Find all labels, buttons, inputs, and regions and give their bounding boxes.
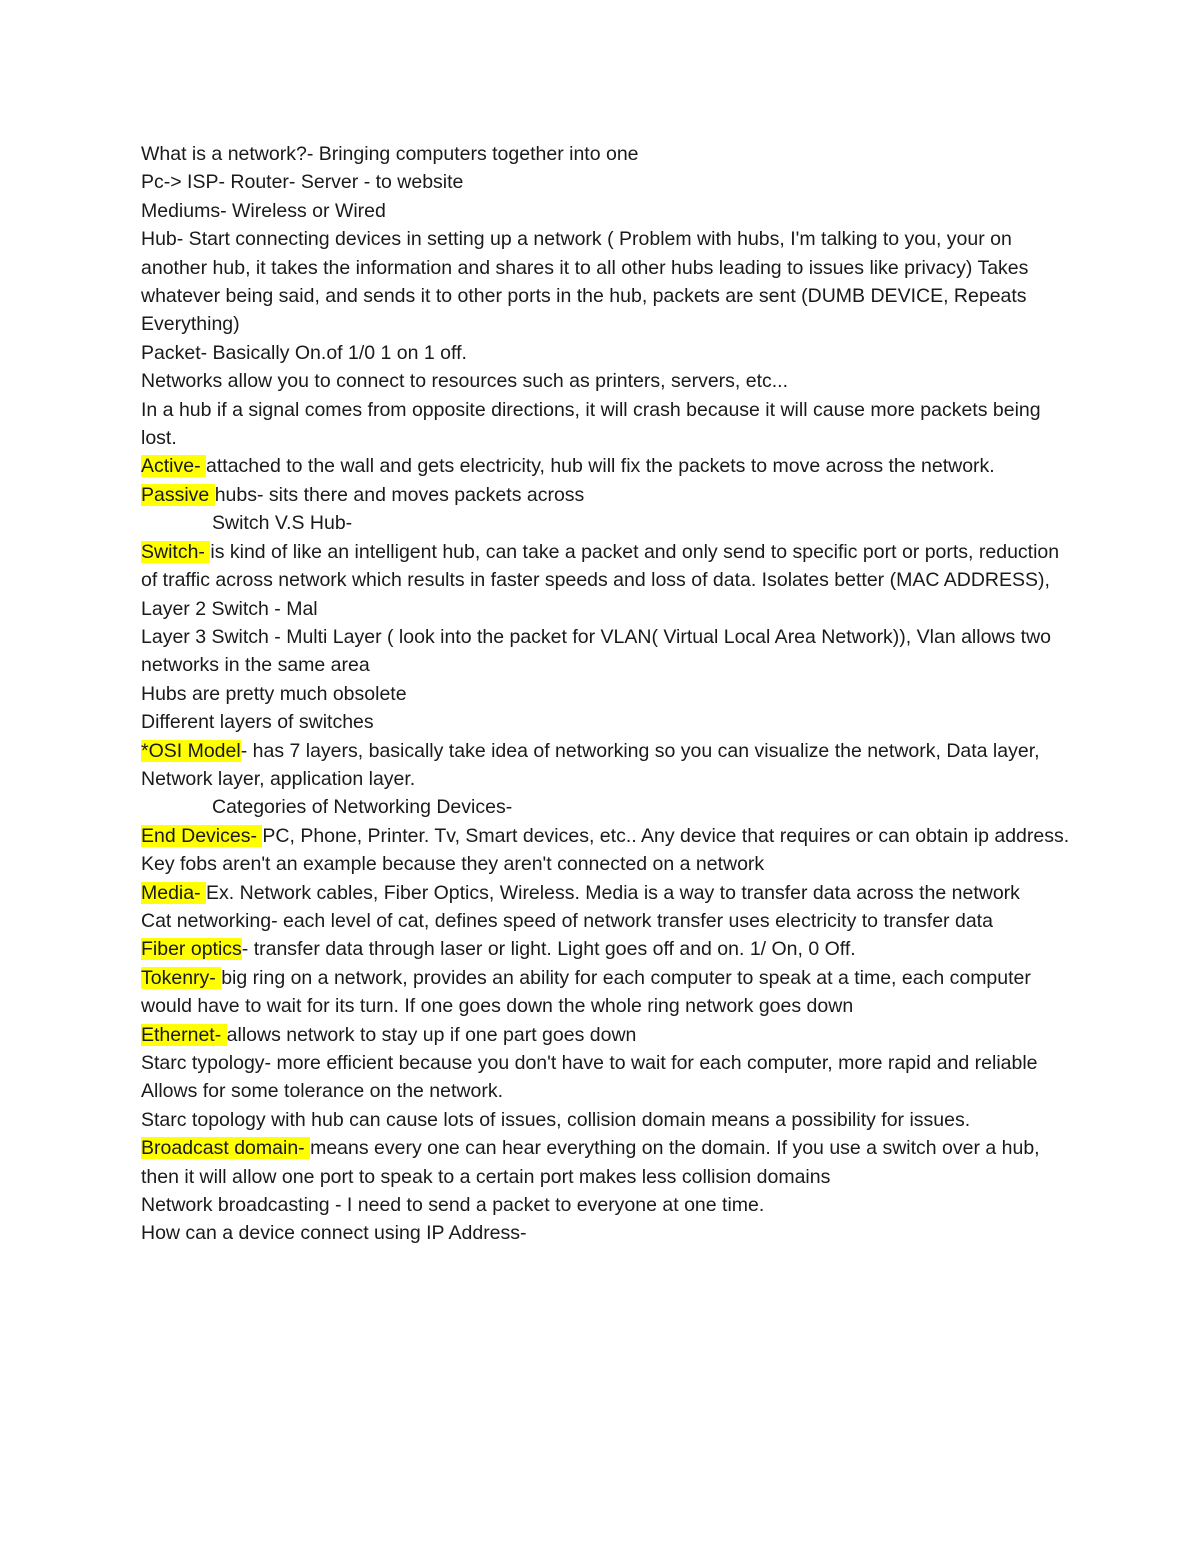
definition-text: attached to the wall and gets electricity, hub will fix the packets to move across the network.	[206, 455, 995, 478]
highlighted-term: Active-	[141, 455, 207, 478]
doc-line-definition	[141, 452, 1071, 480]
doc-line: Networks allow you to connect to resources such as printers, servers, etc...	[141, 370, 789, 393]
doc-line: Layer 3 Switch - Multi Layer ( look into the packet for VLAN( Virtual Local Area Network)), Vlan allows two networks in the same area	[141, 625, 1052, 677]
doc-line: Cat networking- each level of cat, defines speed of network transfer uses electricity to transfer data	[141, 909, 993, 932]
doc-line-definition	[141, 879, 1071, 907]
doc-line: Mediums- Wireless or Wired	[141, 199, 386, 222]
definition-text: - has 7 layers, basically take idea of networking so you can visualize the network, Data layer, Network layer, application layer.	[141, 739, 1040, 790]
doc-line-definition	[141, 538, 1071, 595]
highlighted-term: Switch-	[141, 540, 211, 563]
doc-line: Packet- Basically On.of 1/0 1 on 1 off.	[141, 341, 467, 364]
doc-line: Layer 2 Switch - Mal	[141, 597, 318, 620]
definition-text: Ex. Network cables, Fiber Optics, Wireless. Media is a way to transfer data across the network	[206, 881, 1020, 904]
definition-text: is kind of like an intelligent hub, can take a packet and only send to specific port or ports, reduction of traffic across network which results in faster speeds and loss of data. Isolates better (MAC ADDRESS),	[141, 540, 1060, 592]
doc-line: Different layers of switches	[141, 711, 374, 734]
highlighted-term: Tokenry-	[141, 966, 222, 989]
section-heading: Switch V.S Hub-	[212, 512, 353, 535]
document-page	[141, 140, 1071, 1248]
highlighted-term: End Devices-	[141, 824, 263, 847]
definition-text: - transfer data through laser or light. Light goes off and on. 1/ On, 0 Off.	[241, 938, 856, 961]
doc-line: Pc-> ISP- Router- Server - to website	[141, 171, 464, 194]
doc-line-definition	[141, 737, 1071, 794]
doc-line-definition	[141, 964, 1071, 1021]
definition-text: hubs- sits there and moves packets across	[214, 483, 585, 506]
doc-line: Starc typology- more efficient because you don't have to wait for each computer, more rapid and reliable Allows for some tolerance on the network.	[141, 1052, 1038, 1103]
doc-line: Hubs are pretty much obsolete	[141, 682, 407, 705]
definition-text: big ring on a network, provides an ability for each computer to speak at a time, each computer would have to wait for its turn. If one goes down the whole ring network goes down	[141, 966, 1031, 1018]
doc-line-definition	[141, 481, 1071, 509]
highlighted-term: *OSI Model	[141, 739, 241, 762]
highlighted-term: Media-	[141, 881, 207, 904]
doc-line: In a hub if a signal comes from opposite directions, it will crash because it will cause more packets being lost.	[141, 398, 1041, 450]
doc-line: Hub- Start connecting devices in setting up a network ( Problem with hubs, I'm talking to you, your on another hub, it takes the information and shares it to all other hubs leading to issues like privacy) Takes whatever being said, and sends it to other ports in the hub, packets are sent (DUMB DEVICE, Repeats Everything)	[141, 228, 1029, 336]
doc-line: What is a network?- Bringing computers together into one	[141, 143, 639, 165]
doc-line-definition	[141, 1134, 1071, 1191]
highlighted-term: Broadcast domain-	[141, 1137, 311, 1160]
doc-line: Network broadcasting - I need to send a packet to everyone at one time.	[141, 1194, 765, 1217]
section-heading: Categories of Networking Devices-	[212, 796, 513, 819]
doc-line: Starc topology with hub can cause lots of issues, collision domain means a possibility for issues.	[141, 1108, 971, 1131]
definition-text: means every one can hear everything on the domain. If you use a switch over a hub, then it will allow one port to speak to a certain port makes less collision domains	[141, 1137, 1040, 1188]
highlighted-term: Ethernet-	[141, 1023, 227, 1046]
definition-text: PC, Phone, Printer. Tv, Smart devices, etc.. Any device that requires or can obtain ip address. Key fobs aren't an example because they aren't connected on a network	[141, 824, 1070, 876]
doc-line-definition	[141, 1021, 1071, 1049]
definition-text: allows network to stay up if one part goes down	[226, 1023, 637, 1046]
doc-line: How can a device connect using IP Address-	[141, 1222, 527, 1245]
highlighted-term: Fiber optics	[141, 938, 242, 961]
doc-line-definition	[141, 935, 1071, 963]
doc-line-definition	[141, 822, 1071, 879]
highlighted-term: Passive	[141, 483, 215, 506]
